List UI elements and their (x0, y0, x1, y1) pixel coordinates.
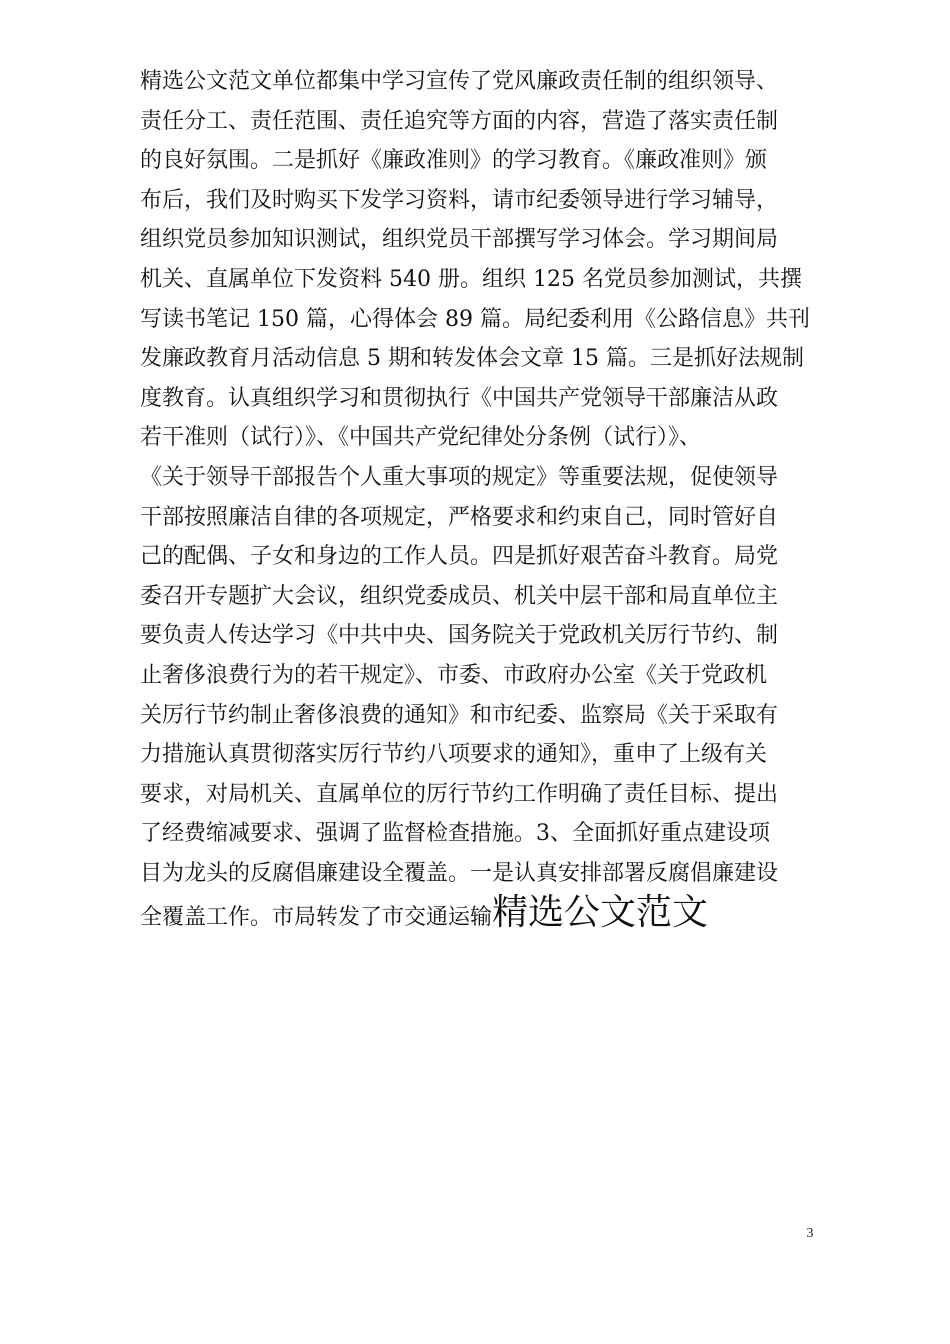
text-line: 力措施认真贯彻落实厉行节约八项要求的通知》，重申了上级有关 (140, 742, 768, 768)
text-line: 止奢侈浪费行为的若干规定》、市委、市政府办公室《关于党政机 (140, 662, 768, 688)
page-number: 3 (806, 1226, 814, 1241)
text-line: 机关、直属单位下发资料 540 册。组织 125 名党员参加测试，共撰 (140, 266, 802, 292)
text-line: 己的配偶、子女和身边的工作人员。四是抓好艰苦奋斗教育。局党 (140, 544, 779, 570)
text-line: 布后，我们及时购买下发学习资料，请市纪委领导进行学习辅导， (140, 187, 779, 213)
text-line: 委召开专题扩大会议，组织党委成员、机关中层干部和局直单位主 (140, 583, 779, 609)
text-line: 若干准则（试行）》、《中国共产党纪律处分条例（试行）》、 (140, 425, 702, 451)
text-line: 关厉行节约制止奢侈浪费的通知》和市纪委、监察局《关于采取有 (140, 702, 779, 728)
last-line-text: 全覆盖工作。市局转发了市交通运输 (140, 905, 493, 931)
text-line: 责任分工、责任范围、责任追究等方面的内容，营造了落实责任制 (140, 108, 779, 134)
text-line: 目为龙头的反腐倡廉建设全覆盖。一是认真安排部署反腐倡廉建设 (140, 860, 779, 886)
text-line: 度教育。认真组织学习和贯彻执行《中国共产党领导干部廉洁从政 (140, 385, 779, 411)
text-line: 了经费缩减要求、强调了监督检查措施。3、全面抓好重点建设项 (140, 821, 770, 847)
watermark-text: 精选公文范文 (492, 892, 709, 934)
text-line: 组织党员参加知识测试，组织党员干部撰写学习体会。学习期间局 (140, 227, 779, 253)
text-line: 精选公文范文单位都集中学习宣传了党风廉政责任制的组织领导、 (140, 69, 779, 94)
text-line: 要求，对局机关、直属单位的厉行节约工作明确了责任目标、提出 (140, 781, 779, 807)
text-line: 的良好氛围。二是抓好《廉政准则》的学习教育。《廉政准则》颁 (140, 148, 768, 174)
last-text-line (140, 893, 840, 933)
text-line: 干部按照廉洁自律的各项规定，严格要求和约束自己，同时管好自 (140, 504, 779, 530)
text-line: 发廉政教育月活动信息 5 期和转发体会文章 15 篇。三是抓好法规制 (140, 346, 804, 372)
text-line: 写读书笔记 150 篇，心得体会 89 篇。局纪委利用《公路信息》共刊 (140, 306, 810, 332)
text-line: 《关于领导干部报告个人重大事项的规定》等重要法规，促使领导 (140, 464, 779, 490)
body-text (140, 62, 840, 933)
text-line: 要负责人传达学习《中共中央、国务院关于党政机关厉行节约、制 (140, 623, 779, 649)
